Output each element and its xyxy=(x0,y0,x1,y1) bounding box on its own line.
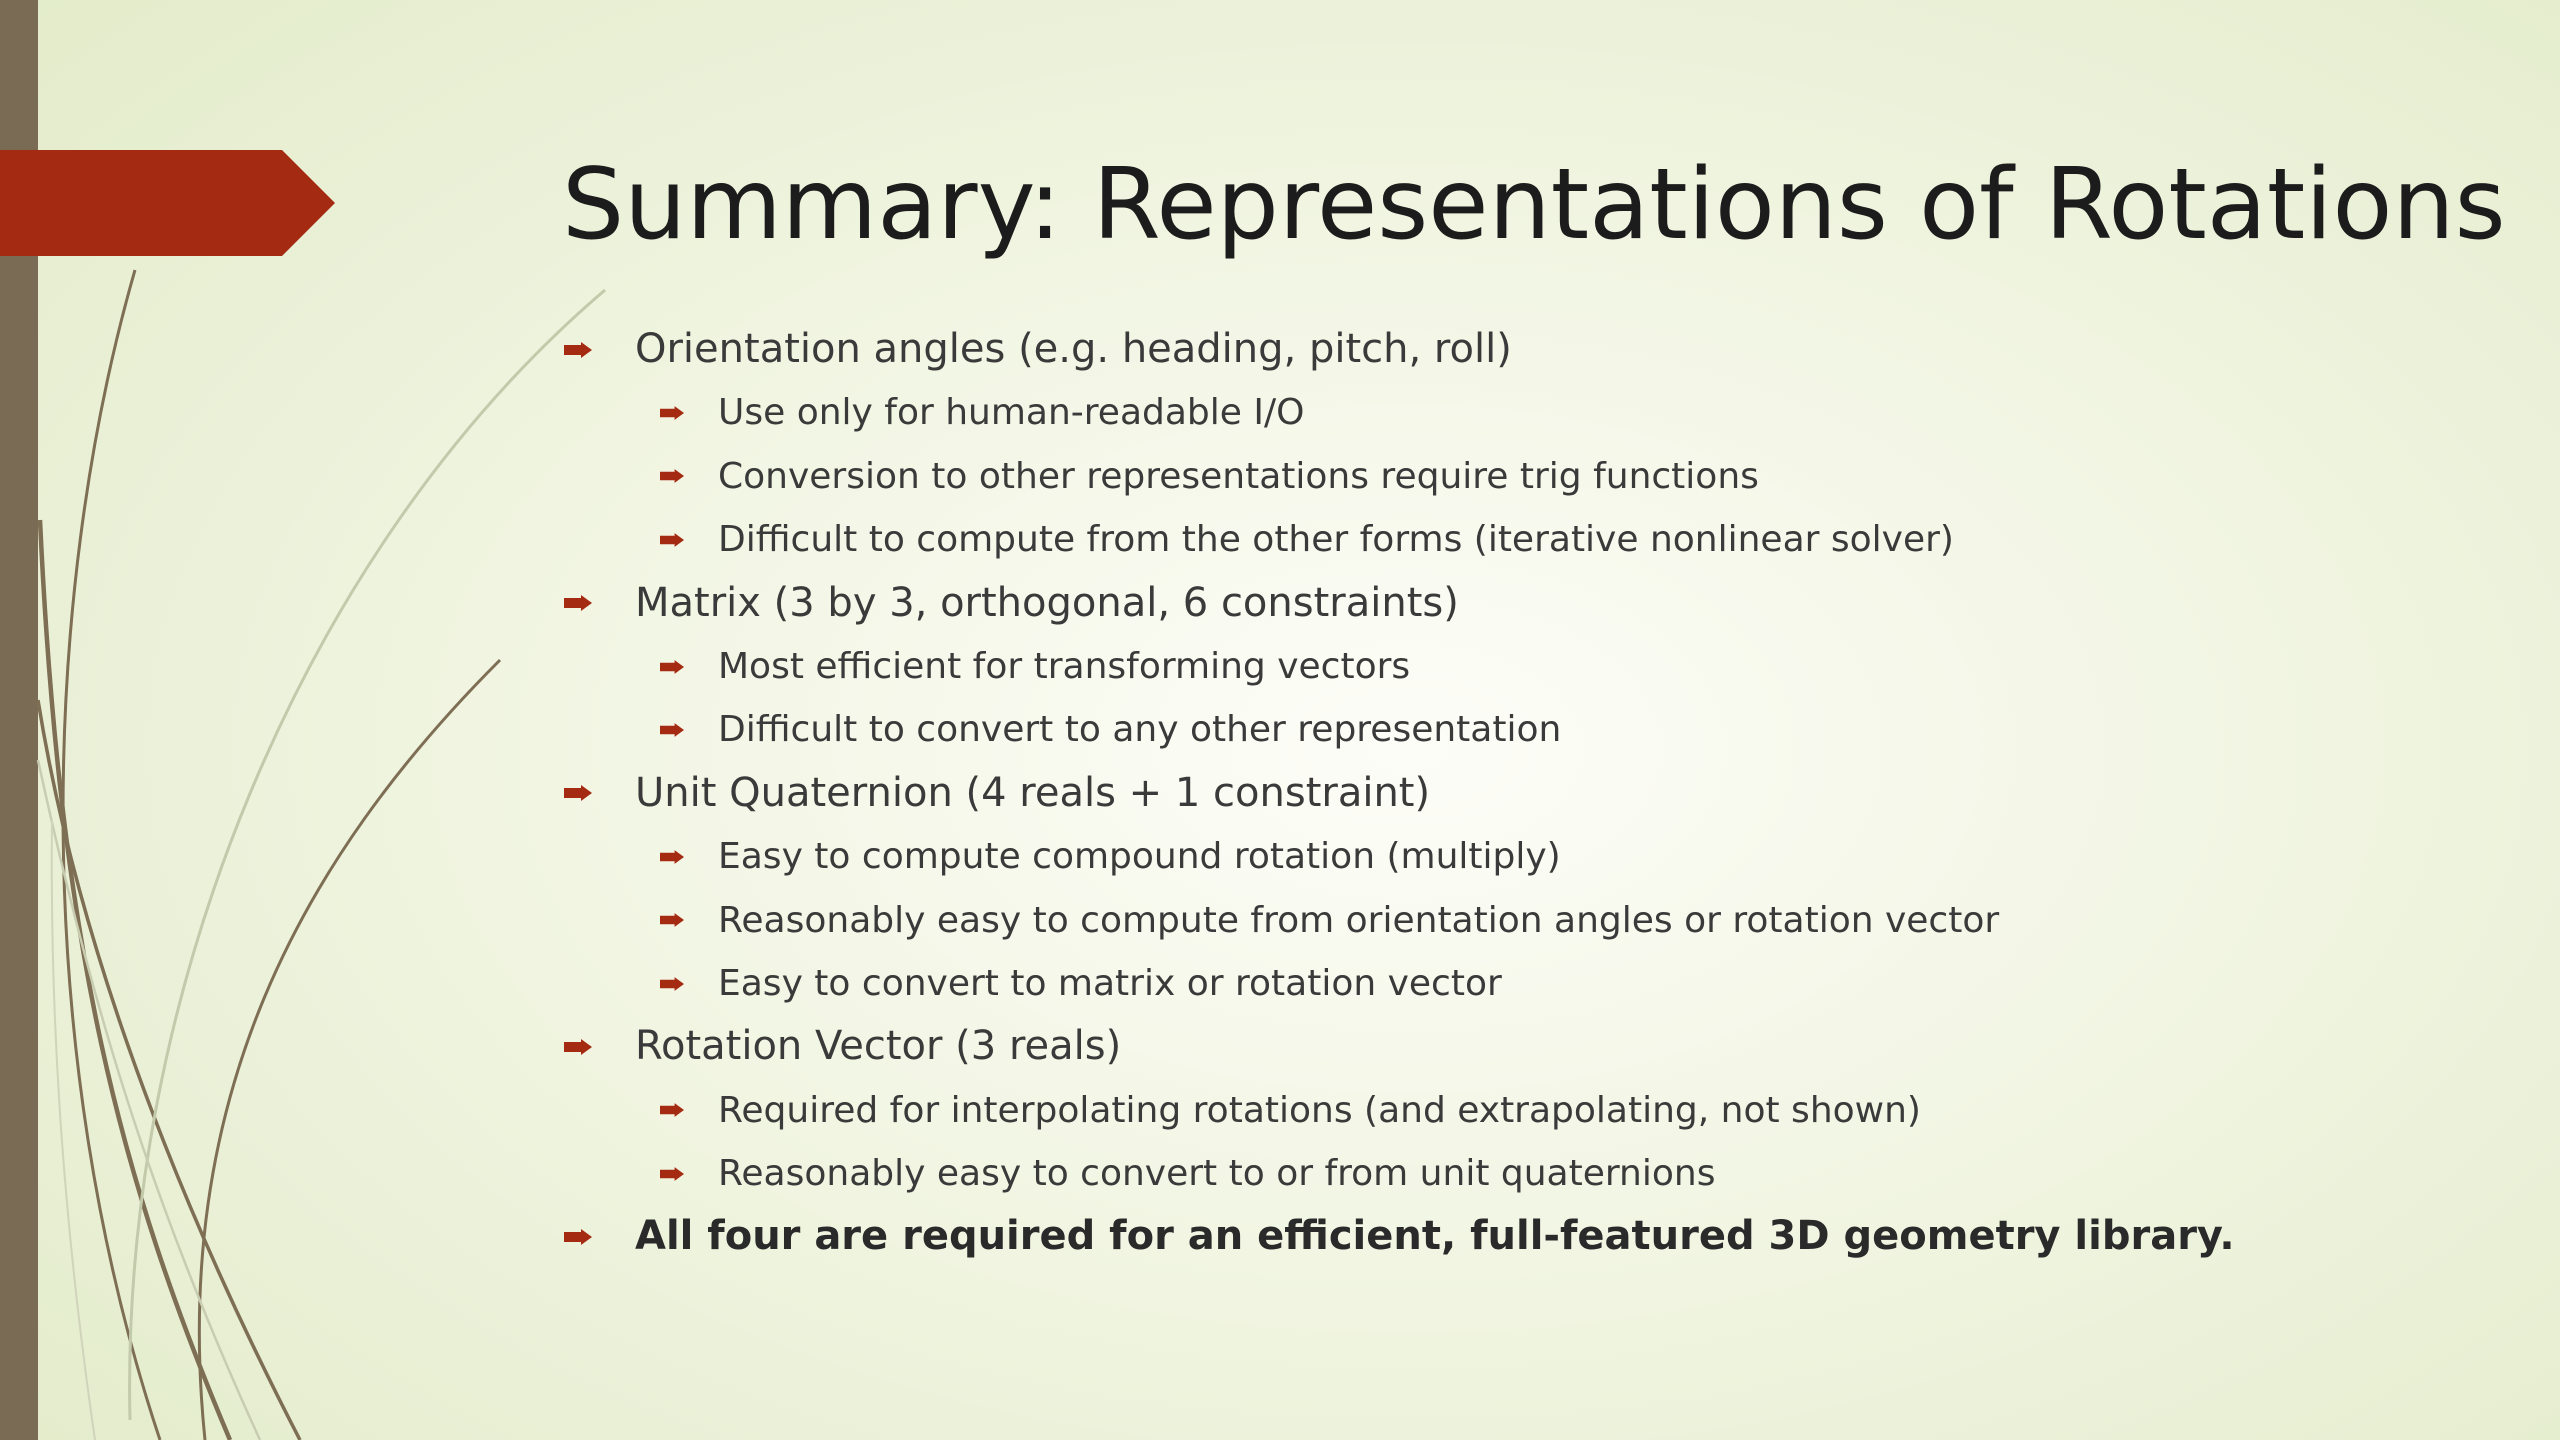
slide-title: Summary: Representations of Rotations xyxy=(562,148,2506,262)
bullet-text: Orientation angles (e.g. heading, pitch, roll) xyxy=(635,326,1512,372)
sub-bullet-item xyxy=(560,825,2460,888)
sub-bullet-item xyxy=(560,635,2460,698)
arrow-bullet-icon xyxy=(660,977,684,991)
arrow-bullet-icon xyxy=(660,406,684,420)
arrow-bullet-icon xyxy=(660,469,684,483)
arrow-bullet-icon xyxy=(564,342,592,358)
bullet-text: All four are required for an efficient, full-featured 3D geometry library. xyxy=(635,1213,2235,1260)
bullet-text: Use only for human-readable I/O xyxy=(718,392,1305,434)
bullet-list xyxy=(560,318,2460,1269)
title-accent-arrow xyxy=(0,150,335,256)
arrow-bullet-icon xyxy=(660,660,684,674)
sub-bullet-item xyxy=(560,952,2460,1015)
arrow-bullet-icon xyxy=(564,595,592,611)
sub-bullet-item xyxy=(560,381,2460,444)
arrow-bullet-icon xyxy=(660,533,684,547)
bullet-text: Conversion to other representations require trig functions xyxy=(718,455,1759,497)
arrow-bullet-icon xyxy=(564,1039,592,1055)
sub-bullet-item xyxy=(560,508,2460,571)
sub-bullet-item xyxy=(560,889,2460,952)
sub-bullet-item xyxy=(560,445,2460,508)
bullet-text: Difficult to convert to any other representation xyxy=(718,709,1562,751)
bullet-text: Easy to compute compound rotation (multiply) xyxy=(718,836,1561,878)
bullet-text: Reasonably easy to convert to or from unit quaternions xyxy=(718,1153,1716,1195)
bullet-item xyxy=(560,1205,2460,1268)
bullet-text: Matrix (3 by 3, orthogonal, 6 constraints) xyxy=(635,579,1459,626)
bullet-item xyxy=(560,762,2460,825)
arrow-bullet-icon xyxy=(660,1103,684,1117)
arrow-bullet-icon xyxy=(564,1229,592,1245)
bullet-item xyxy=(560,572,2460,635)
bullet-item xyxy=(560,1015,2460,1078)
arrow-bullet-icon xyxy=(660,850,684,864)
bullet-text: Most efficient for transforming vectors xyxy=(718,645,1411,687)
bullet-text: Difficult to compute from the other forms (iterative nonlinear solver) xyxy=(718,519,1954,561)
bullet-text: Easy to convert to matrix or rotation vector xyxy=(718,962,1502,1004)
bullet-text: Reasonably easy to compute from orientation angles or rotation vector xyxy=(718,899,2000,941)
arrow-bullet-icon xyxy=(660,1167,684,1181)
bullet-text: Required for interpolating rotations (and extrapolating, not shown) xyxy=(718,1089,1921,1131)
arrow-bullet-icon xyxy=(660,913,684,927)
sub-bullet-item xyxy=(560,1079,2460,1142)
sub-bullet-item xyxy=(560,1142,2460,1205)
arrow-bullet-icon xyxy=(564,785,592,801)
bullet-text: Rotation Vector (3 reals) xyxy=(635,1023,1122,1070)
bullet-item xyxy=(560,318,2460,381)
arrow-bullet-icon xyxy=(660,723,684,737)
sub-bullet-item xyxy=(560,698,2460,761)
bullet-text: Unit Quaternion (4 reals + 1 constraint) xyxy=(635,769,1431,816)
